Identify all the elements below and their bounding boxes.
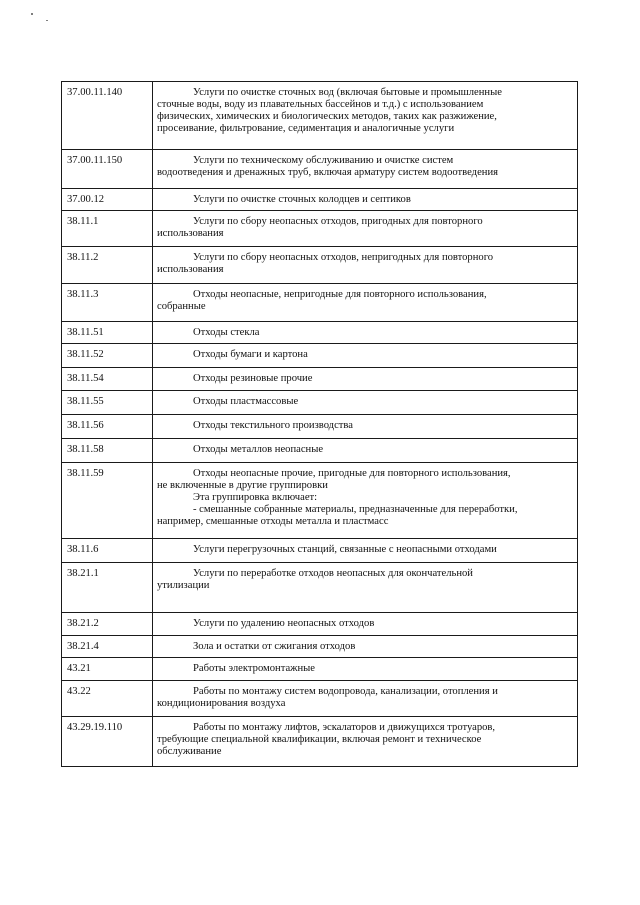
row-description [153, 563, 578, 613]
row-description [153, 539, 578, 563]
scan-speck [31, 13, 33, 15]
row-description [153, 150, 578, 189]
row-code: 38.21.1 [62, 563, 153, 613]
description-line: кондиционирования воздуха [157, 698, 286, 709]
table-row [62, 189, 578, 211]
row-description [153, 322, 578, 344]
table-row [62, 415, 578, 439]
row-description [153, 344, 578, 368]
row-code: 37.00.12 [62, 189, 153, 211]
table-row [62, 717, 578, 767]
row-code: 37.00.11.150 [62, 150, 153, 189]
row-description [153, 717, 578, 767]
description-line: физических, химических и биологических методов, таких как разжижение, [157, 111, 497, 122]
description-line: Отходы текстильного производства [193, 420, 353, 431]
table-row [62, 82, 578, 150]
row-description [153, 391, 578, 415]
description-line: Эта группировка включает: [193, 492, 318, 503]
scan-speck [46, 20, 48, 21]
row-code: 38.11.51 [62, 322, 153, 344]
row-code: 43.22 [62, 681, 153, 717]
row-code: 38.11.58 [62, 439, 153, 463]
description-line: - смешанные собранные материалы, предназначенные для переработки, [193, 504, 518, 515]
description-line: Услуги по техническому обслуживанию и очистке систем [193, 155, 454, 166]
description-line: Услуги по очистке сточных вод (включая бытовые и промышленные [193, 87, 502, 98]
row-code: 38.11.52 [62, 344, 153, 368]
row-code: 38.11.1 [62, 211, 153, 247]
description-line: использования [157, 264, 224, 275]
description-line: Работы электромонтажные [193, 663, 315, 674]
table-row [62, 368, 578, 391]
row-code: 38.21.2 [62, 613, 153, 636]
description-line: Отходы неопасные, непригодные для повторного использования, [193, 289, 487, 300]
description-line: просеивание, фильтрование, седиментация и аналогичные услуги [157, 123, 455, 134]
description-line: Отходы металлов неопасные [193, 444, 324, 455]
row-description [153, 681, 578, 717]
row-description [153, 463, 578, 539]
row-code: 43.21 [62, 658, 153, 681]
table-row [62, 344, 578, 368]
row-description [153, 613, 578, 636]
table-row [62, 391, 578, 415]
row-code: 38.11.59 [62, 463, 153, 539]
table-row [62, 613, 578, 636]
row-code: 38.11.55 [62, 391, 153, 415]
row-description [153, 415, 578, 439]
table-body [62, 82, 578, 767]
table-row [62, 322, 578, 344]
row-description [153, 189, 578, 211]
description-line: не включенные в другие группировки [157, 480, 328, 491]
table-row [62, 439, 578, 463]
description-line: утилизации [157, 580, 210, 591]
table-row [62, 463, 578, 539]
description-line: Услуги перегрузочных станций, связанные с неопасными отходами [193, 544, 497, 555]
table-row [62, 247, 578, 284]
row-code: 38.11.56 [62, 415, 153, 439]
classifier-table [61, 81, 578, 767]
description-line: сточные воды, воду из плавательных бассейнов и т.д.) с использованием [157, 99, 484, 110]
description-line: обслуживание [157, 746, 222, 757]
row-code: 38.11.6 [62, 539, 153, 563]
row-description [153, 247, 578, 284]
description-line: Отходы неопасные прочие, пригодные для повторного использования, [193, 468, 511, 479]
description-line: Отходы бумаги и картона [193, 349, 308, 360]
row-description [153, 439, 578, 463]
description-line: Услуги по очистке сточных колодцев и септиков [193, 194, 411, 205]
description-line: Зола и остатки от сжигания отходов [193, 641, 356, 652]
table-row [62, 284, 578, 322]
description-line: Отходы пластмассовые [193, 396, 299, 407]
description-line: Отходы стекла [193, 327, 260, 338]
table-row [62, 211, 578, 247]
description-line: Отходы резиновые прочие [193, 373, 313, 384]
description-line: использования [157, 228, 224, 239]
row-code: 38.11.3 [62, 284, 153, 322]
row-description [153, 368, 578, 391]
row-description [153, 658, 578, 681]
row-code: 38.11.2 [62, 247, 153, 284]
table-row [62, 681, 578, 717]
description-line: требующие специальной квалификации, включая ремонт и техническое [157, 734, 482, 745]
row-description [153, 636, 578, 658]
description-line: Услуги по удалению неопасных отходов [193, 618, 375, 629]
description-line: Работы по монтажу систем водопровода, канализации, отопления и [193, 686, 498, 697]
row-code: 43.29.19.110 [62, 717, 153, 767]
description-line: Услуги по сбору неопасных отходов, пригодных для повторного [193, 216, 483, 227]
description-line: собранные [157, 301, 206, 312]
description-line: Услуги по переработке отходов неопасных для окончательной [193, 568, 473, 579]
table-row [62, 150, 578, 189]
description-line: Услуги по сбору неопасных отходов, непригодных для повторного [193, 252, 494, 263]
table-row [62, 658, 578, 681]
description-line: водоотведения и дренажных труб, включая арматуру систем водоотведения [157, 167, 498, 178]
row-code: 37.00.11.140 [62, 82, 153, 150]
row-description [153, 284, 578, 322]
description-line: Работы по монтажу лифтов, эскалаторов и движущихся тротуаров, [193, 722, 496, 733]
row-code: 38.21.4 [62, 636, 153, 658]
row-code: 38.11.54 [62, 368, 153, 391]
description-line: например, смешанные отходы металла и пластмасс [157, 516, 389, 527]
table-row [62, 539, 578, 563]
row-description [153, 211, 578, 247]
row-description [153, 82, 578, 150]
table-row [62, 636, 578, 658]
table-row [62, 563, 578, 613]
